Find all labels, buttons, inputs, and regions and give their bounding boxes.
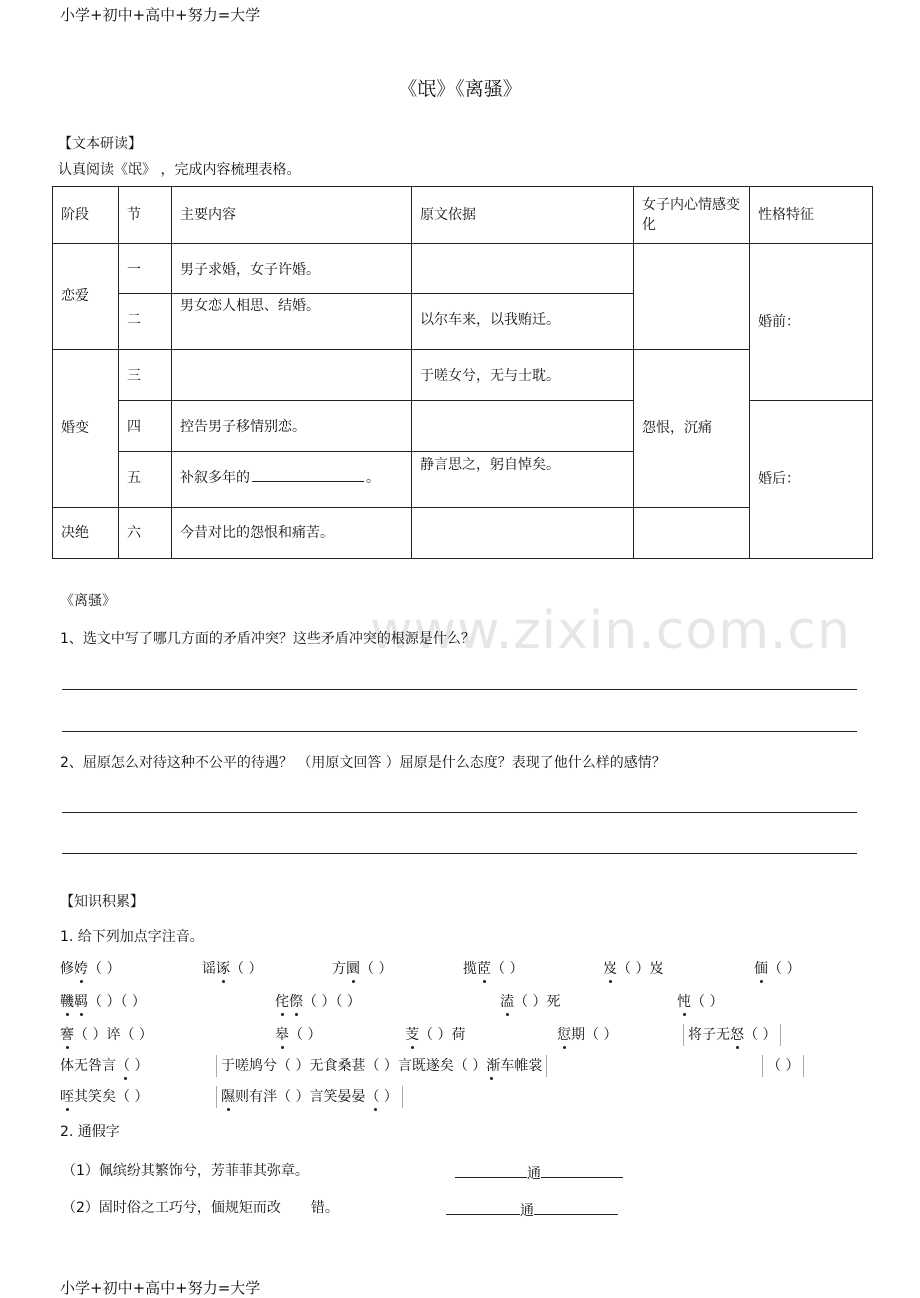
question-1: 1、选文中写了哪几方面的矛盾冲突？这些矛盾冲突的根源是什么？ xyxy=(60,631,475,647)
section-cell: 一 xyxy=(119,244,172,294)
answer-line[interactable] xyxy=(62,731,857,732)
content-cell: 男女恋人相思、结婚。 xyxy=(172,294,412,350)
header-evidence: 原文依据 xyxy=(412,187,634,244)
pinyin-item: 侘傺（ ）（ ） xyxy=(275,994,361,1010)
header-content: 主要内容 xyxy=(172,187,412,244)
section-heading-knowledge: 【知识积累】 xyxy=(60,894,144,910)
content-table xyxy=(52,186,873,559)
question-2: 2、屈原怎么对待这种不公平的待遇？ （用原文回答 ）屈原是什么态度？表现了他什么样的感情？ xyxy=(60,755,666,771)
tongjia-heading: 2. 通假字 xyxy=(60,1124,120,1140)
fill-blank[interactable] xyxy=(446,1200,520,1215)
pinyin-item: （ ） xyxy=(762,1055,804,1077)
page-title: 《氓》《离骚》 xyxy=(398,78,522,100)
evidence-cell xyxy=(412,401,634,452)
pinyin-item: 鞿羁（ ）（ ） xyxy=(60,994,146,1010)
table-row xyxy=(53,244,873,294)
content-cell: 今昔对比的怨恨和痛苦。 xyxy=(172,508,412,559)
pinyin-item: 溘（ ）死 xyxy=(500,994,561,1010)
pinyin-item: 岌（ ）岌 xyxy=(603,961,664,977)
pinyin-item: 谣诼（ ） xyxy=(202,961,263,977)
table-header-row xyxy=(53,187,873,244)
pinyin-item: 将子无怒（ ） xyxy=(683,1024,781,1046)
evidence-cell: 于嗟女兮，无与士耽。 xyxy=(412,350,634,401)
section-cell: 六 xyxy=(119,508,172,559)
fill-blank[interactable] xyxy=(455,1163,527,1178)
fill-blank[interactable] xyxy=(541,1163,623,1178)
emotion-cell-break xyxy=(634,508,750,559)
section-cell: 四 xyxy=(119,401,172,452)
section-cell: 三 xyxy=(119,350,172,401)
pinyin-item: 体无咎言（ ） xyxy=(60,1058,149,1074)
content-cell: 男子求婚，女子许婚。 xyxy=(172,244,412,294)
table-instruction: 认真阅读《氓》 ，完成内容梳理表格。 xyxy=(58,162,301,178)
pinyin-item: 愆期（ ） xyxy=(557,1027,618,1043)
pinyin-item: 皋（ ） xyxy=(275,1027,322,1043)
stage-break: 决绝 xyxy=(53,508,119,559)
answer-line[interactable] xyxy=(62,812,857,813)
evidence-cell: 以尔车来，以我贿迁。 xyxy=(412,294,634,350)
content-cell xyxy=(172,350,412,401)
evidence-cell xyxy=(412,244,634,294)
section-cell: 二 xyxy=(119,294,172,350)
lisao-label: 《离骚》 xyxy=(60,593,116,609)
header-emotion: 女子内心情感变化 xyxy=(634,187,750,244)
pinyin-item: 謇（ ）谇（ ） xyxy=(60,1027,153,1043)
tongjia-answer-1: 通 xyxy=(455,1163,623,1183)
stage-marriage: 婚变 xyxy=(53,350,119,508)
pinyin-item: 忳（ ） xyxy=(677,994,724,1010)
pinyin-instruction: 1. 给下列加点字注音。 xyxy=(60,929,204,945)
pinyin-item: 方圜（ ） xyxy=(332,961,393,977)
answer-line[interactable] xyxy=(62,689,857,690)
evidence-cell: 静言思之，躬自悼矣。 xyxy=(412,452,634,508)
content-prefix: 补叙多年的 xyxy=(180,470,250,486)
page-footer: 小学+初中+高中+努力=大学 xyxy=(60,1279,261,1297)
table-row xyxy=(53,401,873,452)
trait-after: 婚后： xyxy=(750,401,873,559)
tongjia-item-1: （1）佩缤纷其繁饰兮，芳菲菲其弥章。 xyxy=(62,1163,309,1179)
watermark: www.zixin.com.cn xyxy=(370,601,851,661)
fill-blank[interactable] xyxy=(252,469,364,482)
tongjia-answer-2: 通 xyxy=(446,1200,618,1220)
pinyin-item: 揽茝（ ） xyxy=(463,961,524,977)
evidence-cell xyxy=(412,508,634,559)
pinyin-item: 偭（ ） xyxy=(754,961,801,977)
trait-before: 婚前： xyxy=(750,244,873,401)
answer-line[interactable] xyxy=(62,853,857,854)
emotion-cell-marriage: 怨恨，沉痛 xyxy=(634,350,750,508)
fill-blank[interactable] xyxy=(534,1200,618,1215)
pinyin-item: 隰则有泮（ ）言笑晏晏（ ） xyxy=(216,1086,403,1108)
pinyin-item: 咥其笑矣（ ） xyxy=(60,1089,149,1105)
header-trait: 性格特征 xyxy=(750,187,873,244)
header-stage: 阶段 xyxy=(53,187,119,244)
content-cell: 控告男子移情别恋。 xyxy=(172,401,412,452)
pinyin-item: 芰（ ）荷 xyxy=(405,1027,466,1043)
section-heading-text-study: 【文本研读】 xyxy=(58,136,142,152)
stage-love: 恋爱 xyxy=(53,244,119,350)
content-suffix: 。 xyxy=(366,470,380,486)
section-cell: 五 xyxy=(119,452,172,508)
page-header: 小学+初中+高中+努力=大学 xyxy=(60,6,261,24)
tongjia-item-2: （2）固时俗之工巧兮，偭规矩而改 错。 xyxy=(62,1200,339,1216)
pinyin-item: 修姱（ ） xyxy=(60,961,121,977)
pinyin-item: 于嗟鸠兮（ ）无食桑葚（ ）言既遂矣（ ）渐车帷裳 xyxy=(216,1055,547,1077)
header-section: 节 xyxy=(119,187,172,244)
emotion-cell-love xyxy=(634,244,750,350)
content-cell xyxy=(172,452,412,508)
